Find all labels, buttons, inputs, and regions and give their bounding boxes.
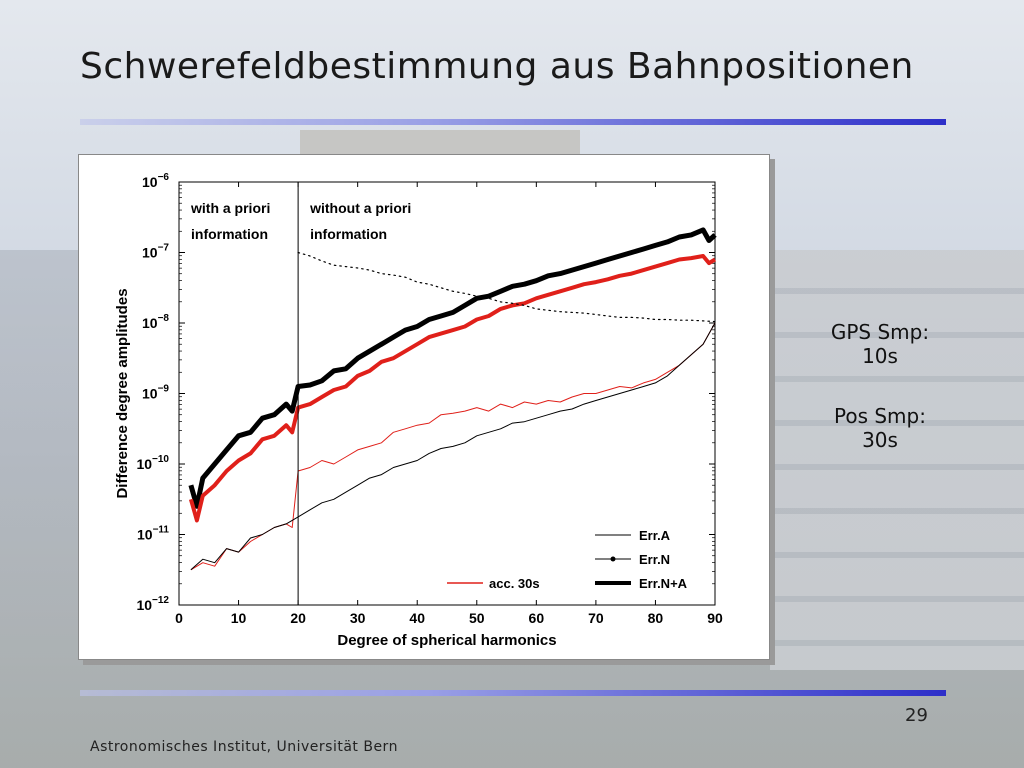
annotation-information-left: information <box>191 226 268 242</box>
y-tick-label: $10^{-7}$ <box>142 242 169 261</box>
page-number: 29 <box>905 705 928 726</box>
chart-svg <box>79 155 769 659</box>
y-tick-label: $10^{-8}$ <box>142 313 169 331</box>
legend-err-na: Err.N+A <box>639 576 688 591</box>
pos-sampling-label: Pos Smp: <box>834 404 926 428</box>
annotation-without-a-priori: without a priori <box>310 200 412 216</box>
legend-acc-30s: acc. 30s <box>489 576 540 591</box>
y-tick-label: $10^{-12}$ <box>136 595 169 613</box>
title-rule <box>80 119 946 125</box>
annotation-information-right: information <box>310 226 388 242</box>
gps-sampling-note <box>815 320 945 368</box>
y-tick-label: $10^{-9}$ <box>142 383 169 402</box>
x-tick-label: 0 <box>175 610 183 626</box>
x-axis-label: Degree of spherical harmonics <box>337 632 557 649</box>
axes-box <box>179 182 715 605</box>
series-line-err-a-3 <box>191 323 715 570</box>
slide-title: Schwerefeldbestimmung aus Bahnpositionen <box>80 46 914 87</box>
legend <box>447 528 688 591</box>
x-tick-label: 90 <box>707 610 723 626</box>
gps-sampling-label: GPS Smp: <box>830 320 930 344</box>
y-tick-label: $10^{-10}$ <box>136 454 169 472</box>
x-tick-label: 10 <box>230 610 247 626</box>
background-building <box>770 250 1024 670</box>
x-tick-label: 30 <box>349 610 366 626</box>
y-axis-label: Difference degree amplitudes <box>114 288 131 499</box>
y-tick-label: $10^{-6}$ <box>142 172 169 190</box>
x-tick-label: 50 <box>468 610 485 626</box>
pos-sampling-value: 30s <box>862 428 898 452</box>
chart-figure <box>78 154 770 660</box>
x-tick-label: 70 <box>588 610 604 626</box>
legend-err-a: Err.A <box>639 528 671 543</box>
x-tick-label: 20 <box>290 610 306 626</box>
y-tick-label: $10^{-11}$ <box>137 524 169 543</box>
legend-err-n-marker <box>611 557 616 562</box>
footer-rule <box>80 690 946 696</box>
pos-sampling-note <box>815 404 945 452</box>
x-tick-label: 80 <box>647 610 664 626</box>
annotation-with-a-priori: with a priori <box>191 200 271 216</box>
x-tick-label: 60 <box>528 610 545 626</box>
gps-sampling-value: 10s <box>862 344 898 368</box>
x-tick-label: 40 <box>409 610 426 626</box>
footer-institution: Astronomisches Institut, Universität Bern <box>90 739 398 755</box>
legend-err-n: Err.N <box>639 552 671 567</box>
